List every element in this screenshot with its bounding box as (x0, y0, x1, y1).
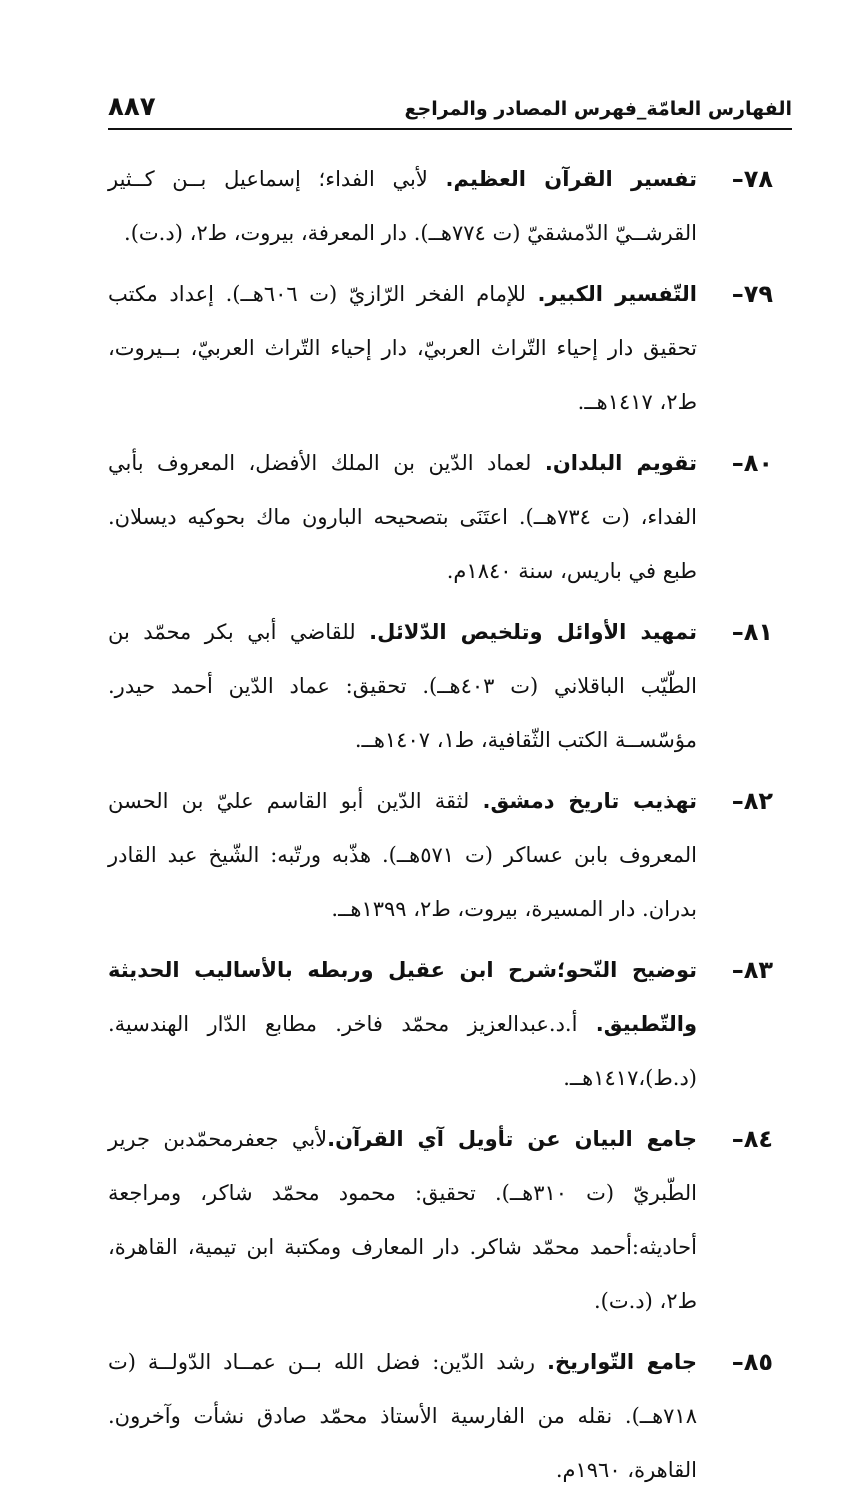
entry-title: تمهيد الأوائل وتلخيص الدّلائل. (369, 620, 697, 644)
entry-number: ٨١– (731, 618, 773, 646)
bibliography-entry (108, 774, 773, 936)
bibliography-entry (108, 1112, 773, 1328)
entry-text: لأبي جعفرمحمّدبن جرير الطّبريّ (ت ٣١٠هــ). تحقيق: محمود محمّد شاكر، ومراجعة أحاديثه:أحمد محمّد شاكر. دار المعارف ومكتبة ابن تيمية، القاهرة، ط٢، (د.ت). (108, 1127, 697, 1313)
entry-body (108, 152, 697, 260)
entry-text: للإمام الفخر الرّازيّ (ت ٦٠٦هــ). إعداد مكتب تحقيق دار إحياء التّراث العربيّ، دار إحياء التّراث العربيّ، بــيروت، ط٢، ١٤١٧هــ. (108, 282, 697, 414)
page-number: ٨٨٧ (108, 92, 156, 122)
bibliography-list (108, 152, 773, 1504)
entry-number: ٨٤– (731, 1125, 773, 1153)
entry-title: التّفسير الكبير. (537, 282, 697, 306)
entry-title: تقويم البلدان. (544, 451, 697, 475)
entry-number: ٨٣– (731, 956, 773, 984)
entry-number: ٨٥– (731, 1348, 773, 1376)
entry-text: أ.د.عبدالعزيز محمّد فاخر. مطابع الدّار الهندسية.(د.ط)،١٤١٧هــ. (108, 1012, 697, 1090)
entry-number: ٧٨– (731, 165, 773, 193)
entry-text: رشد الدّين: فضل الله بــن عمــاد الدّولــة (ت ٧١٨هــ). نقله من الفارسية الأستاذ محمّد صادق نشأت وآخرون. القاهرة، ١٩٦٠م. (108, 1350, 697, 1482)
bibliography-entry (108, 1335, 773, 1497)
entry-body (108, 943, 697, 1105)
entry-body (108, 774, 697, 936)
entry-body (108, 605, 697, 767)
bibliography-entry (108, 436, 773, 598)
entry-text: للقاضي أبي بكر محمّد بن الطّيّب الباقلاني (ت ٤٠٣هــ). تحقيق: عماد الدّين أحمد حيدر. مؤسّســة الكتب الثّقافية، ط١، ١٤٠٧هــ. (108, 620, 697, 752)
bibliography-entry (108, 943, 773, 1105)
entry-text: لثقة الدّين أبو القاسم عليّ بن الحسن المعروف بابن عساكر (ت ٥٧١هــ). هذّبه ورتّبه: الشّيخ عبد القادر بدران. دار المسيرة، بيروت، ط٢، ١٣٩٩هــ. (108, 789, 697, 921)
header-title: الفهارس العامّة_فهرس المصادر والمراجع (404, 98, 792, 120)
running-header (108, 92, 792, 132)
entry-title: جامع البيان عن تأويل آي القرآن. (327, 1127, 697, 1151)
entry-text: لأبي الفداء؛ إسماعيل بــن كــثير القرشــيّ الدّمشقيّ (ت ٧٧٤هــ). دار المعرفة، بيروت، ط٢، (د.ت). (108, 167, 697, 245)
bibliography-entry (108, 267, 773, 429)
entry-body (108, 1112, 697, 1328)
entry-title: تهذيب تاريخ دمشق. (482, 789, 697, 813)
bibliography-entry (108, 152, 773, 260)
entry-title: جامع التّواريخ. (546, 1350, 697, 1374)
entry-body (108, 436, 697, 598)
header-rule (108, 128, 792, 130)
bibliography-entry (108, 605, 773, 767)
entry-number: ٧٩– (731, 280, 773, 308)
entry-title: توضيح النّحو؛شرح ابن عقيل وربطه بالأساليب الحديثة والتّطبيق. (108, 958, 697, 1036)
entry-body (108, 267, 697, 429)
entry-body (108, 1335, 697, 1497)
entry-text: لعماد الدّين بن الملك الأفضل، المعروف بأبي الفداء، (ت ٧٣٤هــ). اعتَنَى بتصحيحه البارون ماك بحوكيه ديسلان. طبع في باريس، سنة ١٨٤٠م. (108, 451, 697, 583)
entry-title: تفسير القرآن العظيم. (445, 167, 698, 191)
entry-number: ٨٢– (731, 787, 773, 815)
entry-number: ٨٠– (731, 449, 773, 477)
